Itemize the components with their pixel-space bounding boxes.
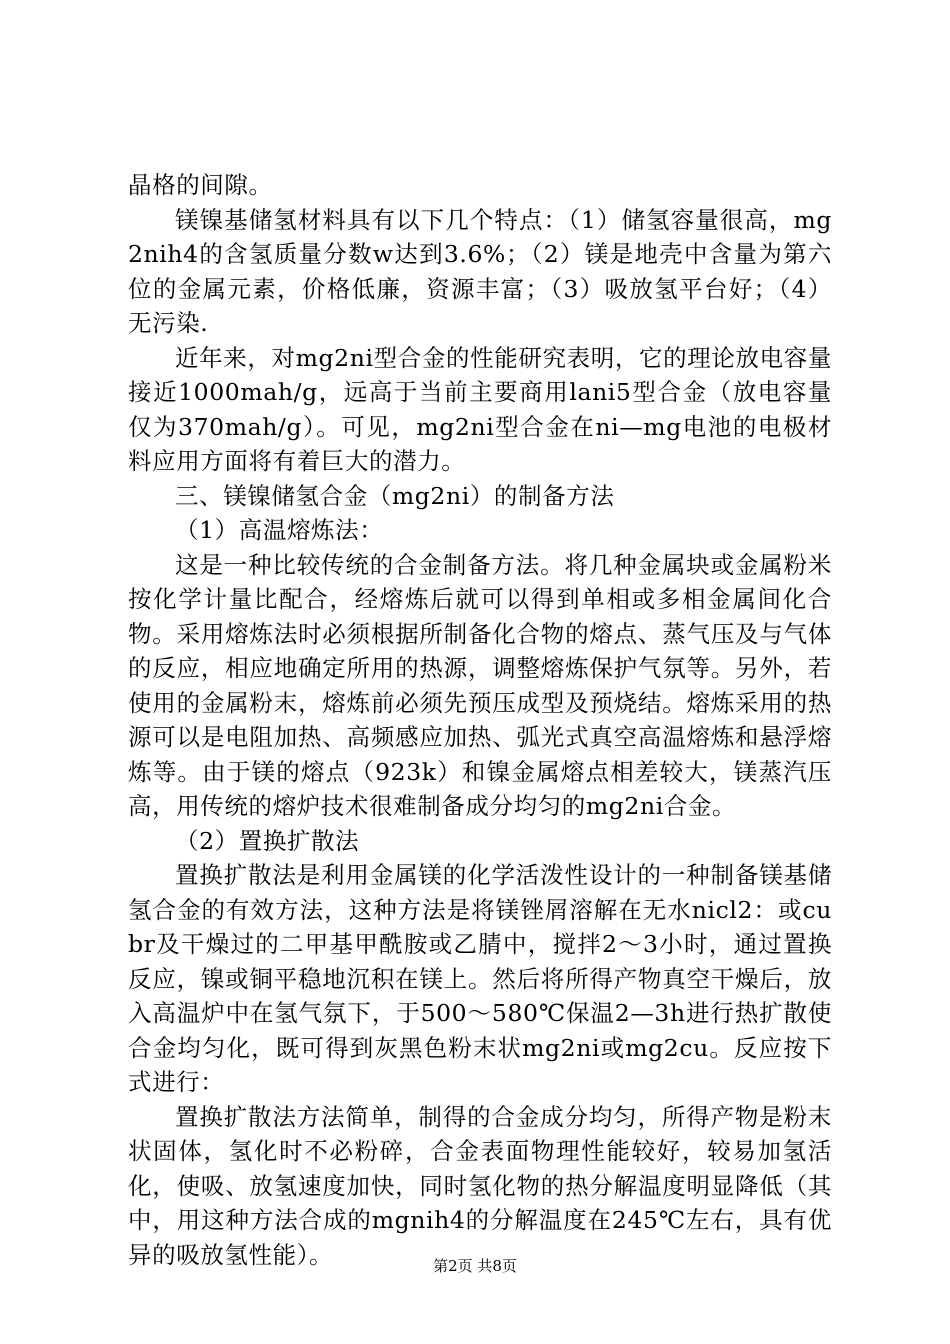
- subheading-high-temp-smelting: （1）高温熔炼法：: [175, 516, 384, 544]
- subheading-displacement-diffusion: （2）置换扩散法: [175, 826, 360, 855]
- section-heading-preparation-methods: 三、镁镍储氢合金（mg2ni）的制备方法: [175, 481, 615, 510]
- document-body: [128, 168, 832, 1272]
- page-number-footer: 第2页 共8页: [433, 1257, 517, 1275]
- paragraph-features: 镁镍基储氢材料具有以下几个特点：（1）储氢容量很高，mg2nih4的含氢质量分数w达到3.6%；（2）镁是地壳中含量为第六位的金属元素，价格低廉，资源丰富；（3）吸放氢平台好；（4）无污染.: [128, 205, 832, 337]
- paragraph-smelting-method: 这是一种比较传统的合金制备方法。将几种金属块或金属粉米按化学计量比配合，经熔炼后就可以得到单相或多相金属间化合物。采用熔炼法时必须根据所制备化合物的熔点、蒸气压及与气体的反应，相应地确定所用的热源，调整熔炼保护气氛等。另外，若使用的金属粉末，熔炼前必须先预压成型及预烧结。熔炼采用的热源可以是电阻加热、高频感应加热、弧光式真空高温熔炼和悬浮熔炼等。由于镁的熔点（923k）和镍金属熔点相差较大，镁蒸汽压高，用传统的熔炉技术很难制备成分均匀的mg2ni合金。: [128, 550, 832, 820]
- paragraph-lattice-gap: 晶格的间隙。: [128, 171, 273, 199]
- paragraph-displacement-advantages: 置换扩散法方法简单，制得的合金成分均匀，所得产物是粉末状固体，氢化时不必粉碎，合金表面物理性能较好，较易加氢活化，使吸、放氢速度加快，同时氢化物的热分解温度明显降低（其中，用这种方法合成的mgnih4的分解温度在245℃左右，具有优异的吸放氢性能）。: [128, 1102, 832, 1269]
- paragraph-recent-research: 近年来，对mg2ni型合金的性能研究表明，它的理论放电容量接近1000mah/g，远高于当前主要商用lani5型合金（放电容量仅为370mah/g）。可见，mg2ni型合金在ni—mg电池的电极材料应用方面将有着巨大的潜力。: [128, 343, 832, 475]
- paragraph-displacement-method: 置换扩散法是利用金属镁的化学活泼性设计的一种制备镁基储氢合金的有效方法，这种方法是将镁锉屑溶解在无水nicl2：或cubr及干燥过的二甲基甲酰胺或乙腈中，搅拌2～3小时，通过置换反应，镍或铜平稳地沉积在镁上。然后将所得产物真空干燥后，放入高温炉中在氢气氛下，于500～580℃保温2—3h进行热扩散使合金均匀化，既可得到灰黑色粉末状mg2ni或mg2cu。反应按下式进行：: [128, 861, 832, 1096]
